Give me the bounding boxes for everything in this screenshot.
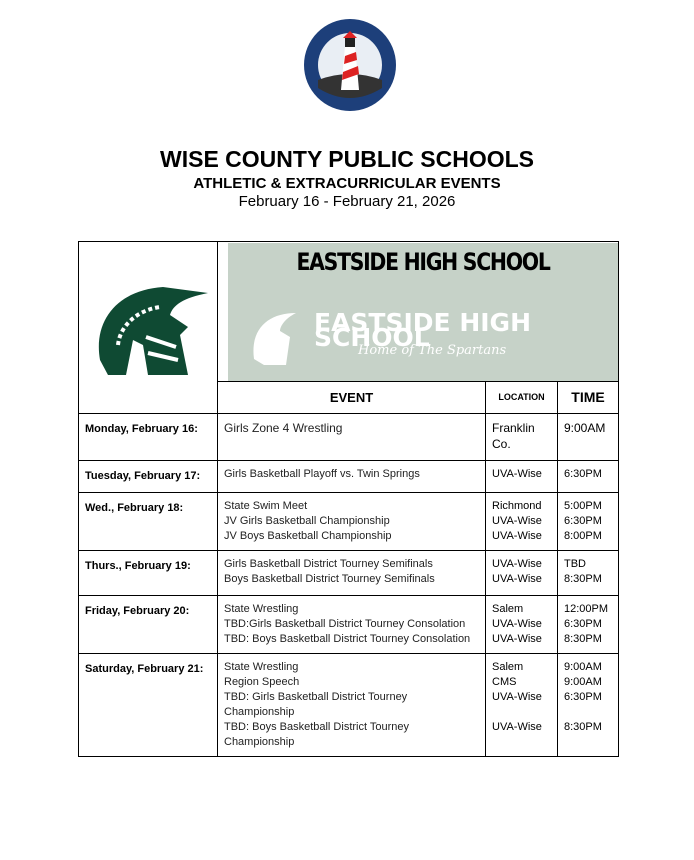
event-cell-entry: Girls Basketball District Tourney Semifinals [224, 558, 433, 570]
location-cell-entry: UVA-Wise [492, 721, 542, 733]
day-cell: Monday, February 16: [79, 414, 218, 461]
time-cell-entry: 8:30PM [564, 573, 602, 585]
time-cell [558, 551, 619, 596]
location-cell-entry: Franklin Co. [492, 421, 535, 451]
banner-tagline: Home of The Spartans [358, 343, 507, 358]
location-cell-entry: UVA-Wise [492, 468, 542, 480]
location-cell-entry: UVA-Wise [492, 558, 542, 570]
school-banner [218, 242, 619, 382]
event-cell-entry: State Swim Meet [224, 500, 308, 512]
location-cell [486, 493, 558, 551]
event-cell [218, 551, 486, 596]
location-cell-entry: UVA-Wise [492, 515, 542, 527]
column-header-time: TIME [558, 382, 619, 414]
time-cell [558, 414, 619, 461]
location-cell-entry: Richmond [492, 500, 542, 512]
location-cell-entry: UVA-Wise [492, 691, 542, 703]
spartan-logo-cell [79, 242, 218, 414]
time-cell-entry: 5:00PM [564, 500, 602, 512]
time-cell-entry: 6:30PM [564, 691, 602, 703]
table-row [79, 654, 619, 757]
spartan-watermark-icon [250, 309, 300, 367]
event-cell [218, 461, 486, 493]
spartan-helmet-icon [88, 265, 208, 385]
page-subtitle: ATHLETIC & EXTRACURRICULAR EVENTS [193, 175, 501, 192]
location-cell-entry [492, 705, 551, 720]
day-cell: Wed., February 18: [79, 493, 218, 551]
school-seal-logo [303, 18, 397, 112]
day-cell: Saturday, February 21: [79, 654, 218, 757]
time-cell [558, 654, 619, 757]
column-header-event: EVENT [218, 382, 486, 414]
event-cell-entry: JV Girls Basketball Championship [224, 515, 390, 527]
event-cell-entry: State Wrestling [224, 603, 299, 615]
time-cell-entry: 8:30PM [564, 633, 602, 645]
event-cell-entry: Girls Basketball Playoff vs. Twin Springs [224, 468, 420, 480]
time-cell-entry: 8:00PM [564, 530, 602, 542]
event-cell-entry: State Wrestling [224, 661, 299, 673]
column-header-location: LOCATION [486, 382, 558, 414]
time-cell-entry: 12:00PM [564, 603, 609, 615]
date-range: February 16 - February 21, 2026 [238, 193, 456, 210]
time-cell [558, 493, 619, 551]
event-cell [218, 493, 486, 551]
time-cell-entry: 9:00AM [564, 676, 602, 688]
event-cell [218, 596, 486, 654]
location-cell [486, 461, 558, 493]
time-cell [558, 461, 619, 493]
location-cell-entry: UVA-Wise [492, 573, 542, 585]
table-row [79, 551, 619, 596]
banner-logo-text: EASTSIDE HIGH SCHOOL [314, 308, 531, 352]
table-row [79, 596, 619, 654]
location-cell-entry: UVA-Wise [492, 618, 542, 630]
event-cell-entry: Girls Zone 4 Wrestling [224, 421, 343, 435]
time-cell-entry [564, 705, 612, 720]
banner-title: EASTSIDE HIGH SCHOOL [296, 248, 550, 276]
time-cell-entry: 9:00AM [564, 661, 602, 673]
events-table [78, 241, 619, 757]
location-cell-entry: UVA-Wise [492, 530, 542, 542]
location-cell [486, 551, 558, 596]
table-row [79, 414, 619, 461]
day-cell: Tuesday, February 17: [79, 461, 218, 493]
page-title: WISE COUNTY PUBLIC SCHOOLS [160, 146, 534, 172]
day-cell: Friday, February 20: [79, 596, 218, 654]
event-cell [218, 414, 486, 461]
event-cell-entry: TBD: Boys Basketball District Tourney Consolation [224, 633, 471, 645]
location-cell-entry: CMS [492, 676, 517, 688]
location-cell [486, 414, 558, 461]
event-cell-entry: TBD: Boys Basketball District Tourney Championship [224, 721, 410, 748]
time-cell-entry: TBD [564, 558, 586, 570]
location-cell-entry: Salem [492, 661, 524, 673]
time-cell-entry: 9:00AM [564, 421, 606, 435]
location-cell [486, 596, 558, 654]
event-cell-entry: Boys Basketball District Tourney Semifinals [224, 573, 435, 585]
location-cell-entry: UVA-Wise [492, 633, 542, 645]
time-cell-entry: 6:30PM [564, 618, 602, 630]
table-row [79, 461, 619, 493]
table-row [79, 493, 619, 551]
day-cell: Thurs., February 19: [79, 551, 218, 596]
time-cell-entry: 8:30PM [564, 721, 602, 733]
location-cell-entry: Salem [492, 603, 524, 615]
time-cell [558, 596, 619, 654]
event-cell-entry: TBD:Girls Basketball District Tourney Consolation [224, 618, 466, 630]
event-cell-entry: Region Speech [224, 676, 300, 688]
event-cell-entry: JV Boys Basketball Championship [224, 530, 392, 542]
time-cell-entry: 6:30PM [564, 515, 602, 527]
event-cell-entry: TBD: Girls Basketball District Tourney Championship [224, 691, 408, 718]
location-cell [486, 654, 558, 757]
time-cell-entry: 6:30PM [564, 468, 602, 480]
event-cell [218, 654, 486, 757]
